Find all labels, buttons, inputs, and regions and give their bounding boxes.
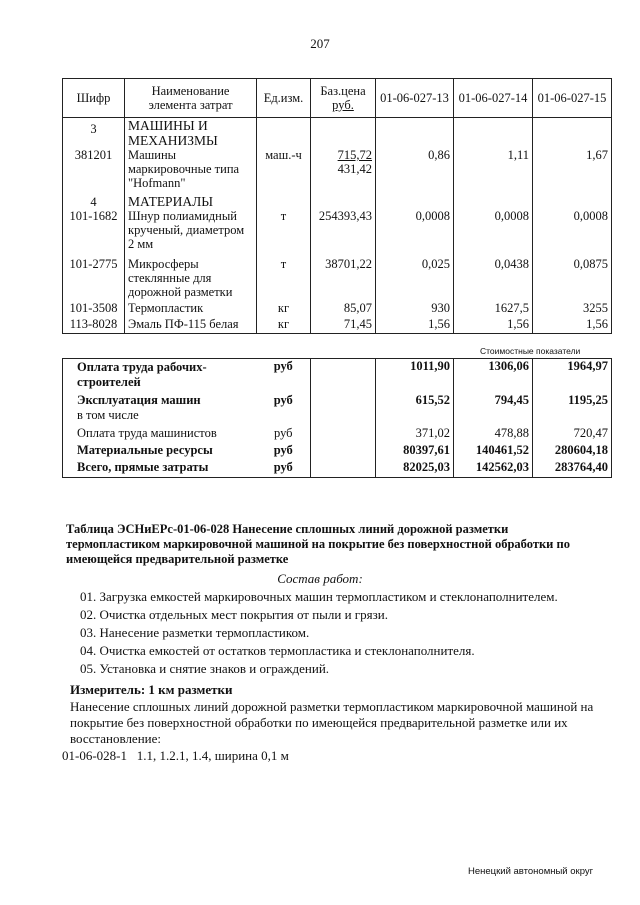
table-title-line: имеющейся предварительной разметке — [66, 552, 289, 566]
table-row — [63, 299, 612, 315]
table-title — [66, 522, 606, 567]
cost-value-2: 1306,06 — [454, 359, 533, 391]
section-number: 3 — [63, 118, 125, 149]
cost-label: Всего, прямые затраты — [63, 458, 257, 478]
work-composition-heading: Состав работ: — [277, 571, 363, 586]
table-title-line: Таблица ЭСНиЕРс-01-06-028 Нанесение сплошных линий дорожной разметки — [66, 522, 509, 536]
section-number: 4 — [63, 190, 125, 209]
row-value-1: 0,0008 — [376, 209, 454, 251]
row-unit: кг — [257, 315, 311, 334]
row-price: 38701,22 — [311, 251, 376, 299]
resource-table — [62, 78, 612, 334]
header-unit: Ед.изм. — [257, 79, 311, 118]
row-value-1: 1,56 — [376, 315, 454, 334]
row-name: Машины маркировочные типа "Hofmann" — [125, 148, 257, 190]
cost-value-3: 283764,40 — [533, 458, 612, 478]
row-code: 113-8028 — [63, 315, 125, 334]
header-col2: 01-06-027-14 — [454, 79, 533, 118]
cost-value-1: 1011,90 — [376, 359, 454, 391]
row-name: Шнур полиамидный крученый, диаметром 2 мм — [125, 209, 257, 251]
section-row — [63, 190, 612, 209]
footer-region: Ненецкий автономный округ — [468, 866, 594, 877]
code-line: 01-06-028-1 1.1, 1.2.1, 1.4, ширина 0,1 м — [62, 748, 289, 763]
row-price: 71,45 — [311, 315, 376, 334]
description: Нанесение сплошных линий дорожной разметки термопластиком маркировочной машиной на покрытие без поверхностной обработки по имеющейся предварительной разметке или их восстановление: — [70, 699, 594, 746]
cost-unit: руб — [257, 359, 311, 391]
work-item: 05. Установка и снятие знаков и ограждений. — [80, 661, 330, 676]
row-value-3: 0,0875 — [533, 251, 612, 299]
header-col3: 01-06-027-15 — [533, 79, 612, 118]
cost-table — [62, 358, 612, 478]
cost-row — [63, 390, 612, 423]
header-price: Баз.цена руб. — [311, 79, 376, 118]
cost-table-heading: Стоимостные показатели — [480, 346, 581, 356]
row-name: Эмаль ПФ-115 белая — [125, 315, 257, 334]
cost-value-2: 142562,03 — [454, 458, 533, 478]
section-title: МАШИНЫ И МЕХАНИЗМЫ — [125, 118, 257, 149]
measure-unit: Измеритель: 1 км разметки — [70, 682, 233, 697]
row-name: Микросферы стеклянные для дорожной разметки — [125, 251, 257, 299]
row-value-1: 0,025 — [376, 251, 454, 299]
table-row — [63, 209, 612, 251]
cost-unit: руб — [273, 443, 293, 457]
header-code: Шифр — [63, 79, 125, 118]
section-title: МАТЕРИАЛЫ — [125, 190, 257, 209]
row-value-2: 1627,5 — [454, 299, 533, 315]
cost-value-1: 82025,03 — [376, 458, 454, 478]
row-unit: маш.-ч — [257, 148, 311, 190]
cost-row — [63, 359, 612, 391]
cost-value-2: 794,45 — [454, 390, 533, 423]
row-price: 254393,43 — [311, 209, 376, 251]
row-value-1: 0,86 — [376, 148, 454, 190]
row-value-2: 0,0008 — [454, 209, 533, 251]
cost-row — [63, 441, 612, 458]
row-code: 381201 — [63, 148, 125, 190]
row-code: 101-3508 — [63, 299, 125, 315]
table-header-row — [63, 79, 612, 118]
page-number: 207 — [310, 36, 330, 51]
row-value-3: 3255 — [533, 299, 612, 315]
section-row — [63, 118, 612, 149]
cost-label: Оплата труда машинистов — [63, 423, 257, 441]
cost-value-1: 371,02 — [376, 423, 454, 441]
cost-value-1: 80397,61 — [376, 441, 454, 458]
work-item: 03. Нанесение разметки термопластиком. — [80, 625, 310, 640]
cost-row — [63, 423, 612, 441]
table-row — [63, 315, 612, 334]
work-item: 01. Загрузка емкостей маркировочных машин термопластиком и стеклонаполнителем. — [80, 589, 558, 604]
cost-value-3: 1964,97 — [533, 359, 612, 391]
row-value-3: 0,0008 — [533, 209, 612, 251]
cost-value-1: 615,52 — [376, 390, 454, 423]
row-price: 715,72 431,42 — [311, 148, 376, 190]
table-row — [63, 148, 612, 190]
row-value-1: 930 — [376, 299, 454, 315]
row-code: 101-1682 — [63, 209, 125, 251]
row-unit: т — [257, 251, 311, 299]
cost-value-2: 478,88 — [454, 423, 533, 441]
header-name: Наименование элемента затрат — [125, 79, 257, 118]
row-value-3: 1,56 — [533, 315, 612, 334]
work-item: 04. Очистка емкостей от остатков термопластика и стеклонаполнителя. — [80, 643, 475, 658]
cost-value-3: 720,47 — [533, 423, 612, 441]
cost-row — [63, 458, 612, 478]
row-unit: т — [257, 209, 311, 251]
row-price: 85,07 — [311, 299, 376, 315]
cost-value-3: 1195,25 — [533, 390, 612, 423]
row-value-3: 1,67 — [533, 148, 612, 190]
row-unit: кг — [257, 299, 311, 315]
table-title-line: термопластиком маркировочной машиной на покрытие без поверхностной обработки по — [66, 537, 570, 551]
row-value-2: 0,0438 — [454, 251, 533, 299]
cost-value-3: 280604,18 — [533, 441, 612, 458]
row-code: 101-2775 — [63, 251, 125, 299]
row-name: Термопластик — [125, 299, 257, 315]
cost-value-2: 140461,52 — [454, 441, 533, 458]
cost-unit: руб — [257, 458, 311, 478]
cost-label: Оплата труда рабочих- строителей — [63, 359, 257, 391]
cost-label: Эксплуатация машин в том числе — [63, 390, 257, 423]
cost-unit: руб — [273, 393, 293, 407]
cost-unit: руб — [273, 426, 293, 440]
header-col1: 01-06-027-13 — [376, 79, 454, 118]
row-value-2: 1,11 — [454, 148, 533, 190]
table-row — [63, 251, 612, 299]
row-value-2: 1,56 — [454, 315, 533, 334]
work-item: 02. Очистка отдельных мест покрытия от пыли и грязи. — [80, 607, 388, 622]
cost-label: Материальные ресурсы — [63, 441, 257, 458]
